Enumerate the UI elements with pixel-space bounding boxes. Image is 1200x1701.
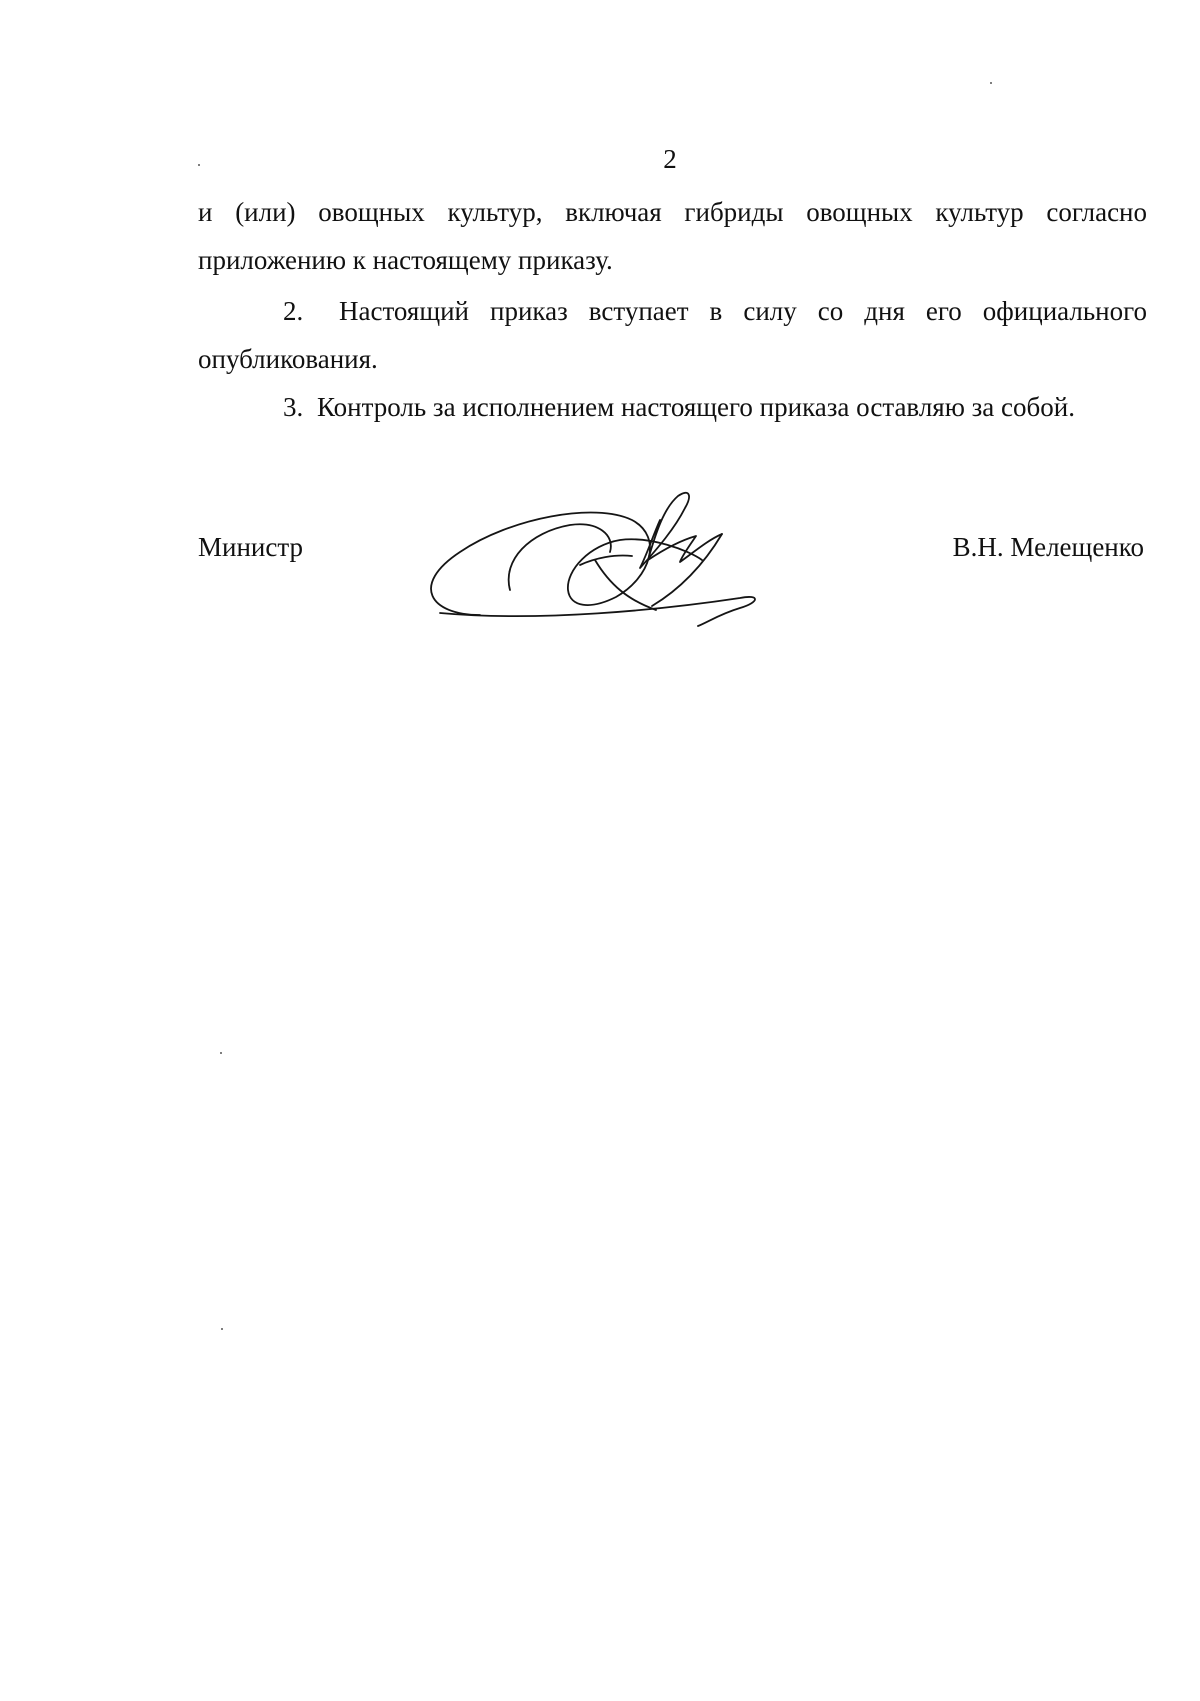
- paragraph-3-line-1: [198, 383, 1147, 431]
- signer-position: Министр: [198, 532, 303, 562]
- paragraph-1-line-1: и (или) овощных культур, включая гибриды овощных культур согласно: [198, 197, 1147, 227]
- paragraph-1-line-2: приложению к настоящему приказу.: [198, 245, 613, 275]
- signer-name: В.Н. Мелещенко: [952, 532, 1144, 562]
- paragraph-2-line-1: [198, 287, 1147, 335]
- paragraph-2: [198, 287, 1147, 383]
- page-number: 2: [663, 144, 677, 174]
- paragraph-3-number: 3.: [283, 392, 304, 422]
- paragraph-2-number: 2.: [283, 296, 304, 326]
- paragraph-2-text: Настоящий приказ вступает в силу со дня его официального: [339, 296, 1147, 326]
- scan-speck: [221, 1328, 223, 1330]
- paragraph-1: [198, 188, 1147, 284]
- scan-speck: [220, 1052, 222, 1054]
- paragraph-3-text: Контроль за исполнением настоящего приказа оставляю за собой.: [317, 392, 1075, 422]
- paragraph-3: [198, 383, 1147, 431]
- scan-speck: [990, 82, 992, 84]
- handwritten-signature: [420, 490, 820, 630]
- paragraph-2-line-2: опубликования.: [198, 344, 378, 374]
